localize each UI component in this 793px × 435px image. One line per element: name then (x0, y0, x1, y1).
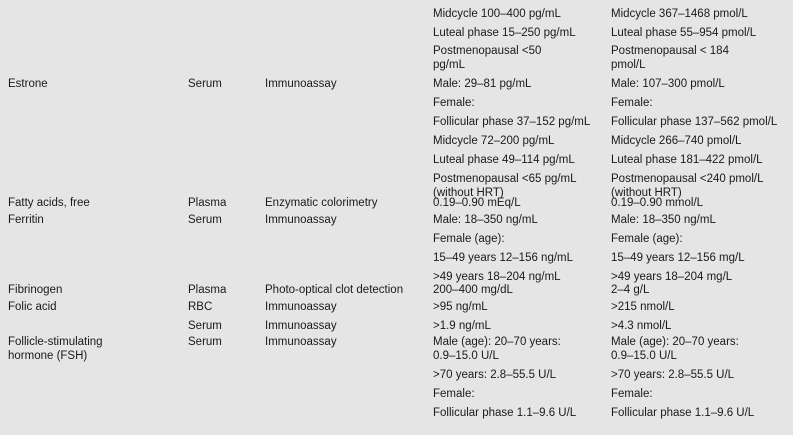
cell-specimen: Serum (188, 336, 222, 348)
cell-si: Midcycle 367–1468 pmol/L (611, 8, 748, 20)
cell-si: Postmenopausal < 184 pmol/L (611, 45, 729, 71)
cell-conv: Postmenopausal <50 pg/mL (433, 45, 542, 71)
cell-si: Luteal phase 181–422 pmol/L (611, 154, 763, 166)
cell-conv: 0.19–0.90 mEq/L (433, 197, 521, 209)
cell-analyte: Follicle-stimulating hormone (FSH) (8, 336, 103, 362)
cell-si: Male (age): 20–70 years: 0.9–15.0 U/L (611, 336, 739, 362)
cell-si: 2–4 g/L (611, 284, 650, 296)
cell-si: Follicular phase 137–562 pmol/L (611, 116, 778, 128)
cell-conv: 15–49 years 12–156 ng/mL (433, 252, 574, 264)
cell-conv: Postmenopausal <65 pg/mL (without HRT) (433, 173, 577, 199)
cell-conv: Male: 29–81 pg/mL (433, 78, 532, 90)
cell-specimen: Serum (188, 78, 222, 90)
cell-si: >215 nmol/L (611, 301, 675, 313)
cell-si: Male: 18–350 ng/mL (611, 214, 716, 226)
cell-specimen: Plasma (188, 197, 227, 209)
cell-conv: Luteal phase 49–114 pg/mL (433, 154, 575, 166)
cell-method: Immunoassay (265, 301, 337, 313)
cell-si: 15–49 years 12–156 mg/L (611, 252, 745, 264)
cell-analyte: Folic acid (8, 301, 57, 313)
cell-conv: Luteal phase 15–250 pg/mL (433, 27, 576, 39)
cell-si: Male: 107–300 pmol/L (611, 78, 725, 90)
cell-specimen: Serum (188, 320, 222, 332)
cell-specimen: Plasma (188, 284, 227, 296)
cell-si: Female: (611, 388, 653, 400)
cell-method: Immunoassay (265, 320, 337, 332)
cell-specimen: Serum (188, 214, 222, 226)
cell-method: Immunoassay (265, 78, 337, 90)
cell-si: >70 years: 2.8–55.5 U/L (611, 369, 735, 381)
cell-conv: Female: (433, 388, 475, 400)
cell-conv: Midcycle 72–200 pg/mL (433, 135, 555, 147)
cell-si: 0.19–0.90 mmol/L (611, 197, 704, 209)
cell-conv: Midcycle 100–400 pg/mL (433, 8, 561, 20)
cell-conv: Female (age): (433, 233, 505, 245)
cell-conv: >49 years 18–204 ng/mL (433, 271, 561, 283)
cell-conv: 200–400 mg/dL (433, 284, 513, 296)
cell-si: >49 years 18–204 mg/L (611, 271, 733, 283)
cell-analyte: Fatty acids, free (8, 197, 90, 209)
cell-method: Enzymatic colorimetry (265, 197, 378, 209)
cell-si: Midcycle 266–740 pmol/L (611, 135, 742, 147)
cell-conv: Follicular phase 1.1–9.6 U/L (433, 407, 577, 419)
cell-conv: >1.9 ng/mL (433, 320, 491, 332)
cell-method: Photo-optical clot detection (265, 284, 404, 296)
cell-conv: Female: (433, 97, 475, 109)
cell-si: Luteal phase 55–954 pmol/L (611, 27, 757, 39)
cell-specimen: RBC (188, 301, 213, 313)
cell-si: Postmenopausal <240 pmol/L (without HRT) (611, 173, 764, 199)
cell-analyte: Ferritin (8, 214, 44, 226)
cell-analyte: Fibrinogen (8, 284, 63, 296)
cell-conv: Follicular phase 37–152 pg/mL (433, 116, 591, 128)
cell-si: Follicular phase 1.1–9.6 U/L (611, 407, 755, 419)
cell-conv: >70 years: 2.8–55.5 U/L (433, 369, 557, 381)
cell-si: Female: (611, 97, 653, 109)
cell-conv: >95 ng/mL (433, 301, 488, 313)
cell-method: Immunoassay (265, 336, 337, 348)
cell-analyte: Estrone (8, 78, 48, 90)
cell-si: >4.3 nmol/L (611, 320, 672, 332)
cell-si: Female (age): (611, 233, 683, 245)
cell-conv: Male (age): 20–70 years: 0.9–15.0 U/L (433, 336, 561, 362)
cell-method: Immunoassay (265, 214, 337, 226)
cell-conv: Male: 18–350 ng/mL (433, 214, 538, 226)
